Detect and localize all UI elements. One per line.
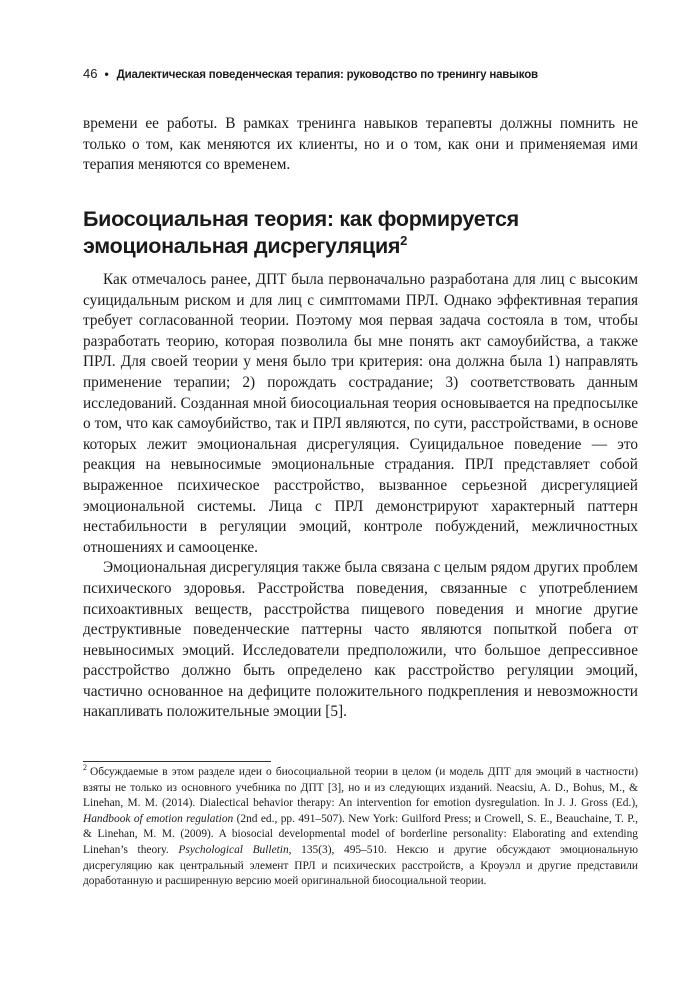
footnote-number: 2 xyxy=(83,763,87,773)
footnote-journal-title: Psychological Bulletin xyxy=(178,843,289,856)
footnote-book-title: Handbook of emotion regulation xyxy=(83,812,234,825)
continued-paragraph: времени ее работы. В рамках тренинга навыков терапевты должны помнить не только о том, как меняются их клиенты, но и о том, как они и применяемая ими терапия меняются со временем. xyxy=(83,115,638,174)
section-body xyxy=(83,270,638,723)
header-bullet: • xyxy=(104,67,109,81)
section-heading xyxy=(83,206,638,260)
body-paragraph: Эмоциональная дисрегуляция также была связана с целым рядом других проблем психического здоровья. Расстройства поведения, связанные с употреблением психоактивных веществ, расстройства пищевого поведения и многие другие деструктивные поведенческие паттерны часто являются попыткой побега от невыносимых эмоций. Исследователи предположили, что большое депрессивное расстройство должно быть определено как расстройство регуляции эмоций, частично основанное на дефиците положительного подкрепления и невозможности накапливать положительные эмоции [5]. xyxy=(83,559,638,721)
running-header xyxy=(83,66,643,81)
footnote-divider xyxy=(83,761,271,762)
body-paragraph: Как отмечалось ранее, ДПТ была первоначально разработана для лиц с высоким суицидальным риском и для лиц с симптомами ПРЛ. Однако эффективная терапия требует согласованной теории. Поэтому моя первая задача состояла в том, чтобы разработать теорию, которая позволила бы мне понять акт самоубийства, а также ПРЛ. Для своей теории у меня было три критерия: она должна была 1) направлять применение терапии; 2) порождать сострадание; 3) соответствовать данным исследований. Созданная мной биосоциальная теория основывается на предпосылке о том, что как самоубийство, так и ПРЛ являются, по сути, расстройствами, в основе которых лежит эмоциональная дисрегуляция. Суицидальное поведение — это реакция на невыносимые эмоциональные страдания. ПРЛ представляет собой выраженное психическое расстройство, вызванное серьезной дисрегуляцией эмоциональной системы. Лица с ПРЛ демонстрируют характерный паттерн нестабильности в регуляции эмоций, контроле побуждений, межличностных отношениях и самооценке. xyxy=(83,271,638,556)
footnote-reference: 2 xyxy=(400,232,408,248)
footnote-text: (2nd ed., pp. 491–507). New York: Guilford Press; и Crowell, S. E., Beauchaine, T. P., & Linehan, M. M. (2009). A biosocial developmental model of borderline personality: Elaborating and extending Linehan’s theory. xyxy=(83,812,639,856)
section-heading-text: Биосоциальная теория: как формируется эмоциональная дисрегуляция xyxy=(83,207,519,258)
footnote-text: , 135(3), 495–510. Нексю и другие обсуждают эмоциональную дисрегуляцию как центральный элемент ПРЛ и психических расстройств, а Кроуэлл и другие представили доработанную и расширенную версию моей оригинальной биосоциальной теории. xyxy=(83,843,638,888)
footnote xyxy=(83,765,638,890)
footnote-text: Обсуждаемые в этом разделе идеи о биосоциальной теории в целом (и модель ДПТ для эмоций в частности) взяты не только из основного учебника по ДПТ [3], но и из следующих изданий. Neacsiu, A. D., Bohus, M., & Linehan, M. M. (2014). Dialectical behavior therapy: An intervention for emotion dysregulation. In J. J. Gross (Ed.), xyxy=(83,766,638,810)
running-title: Диалектическая поведенческая терапия: руководство по тренингу навыков xyxy=(116,69,538,81)
page-number: 46 xyxy=(83,66,98,81)
